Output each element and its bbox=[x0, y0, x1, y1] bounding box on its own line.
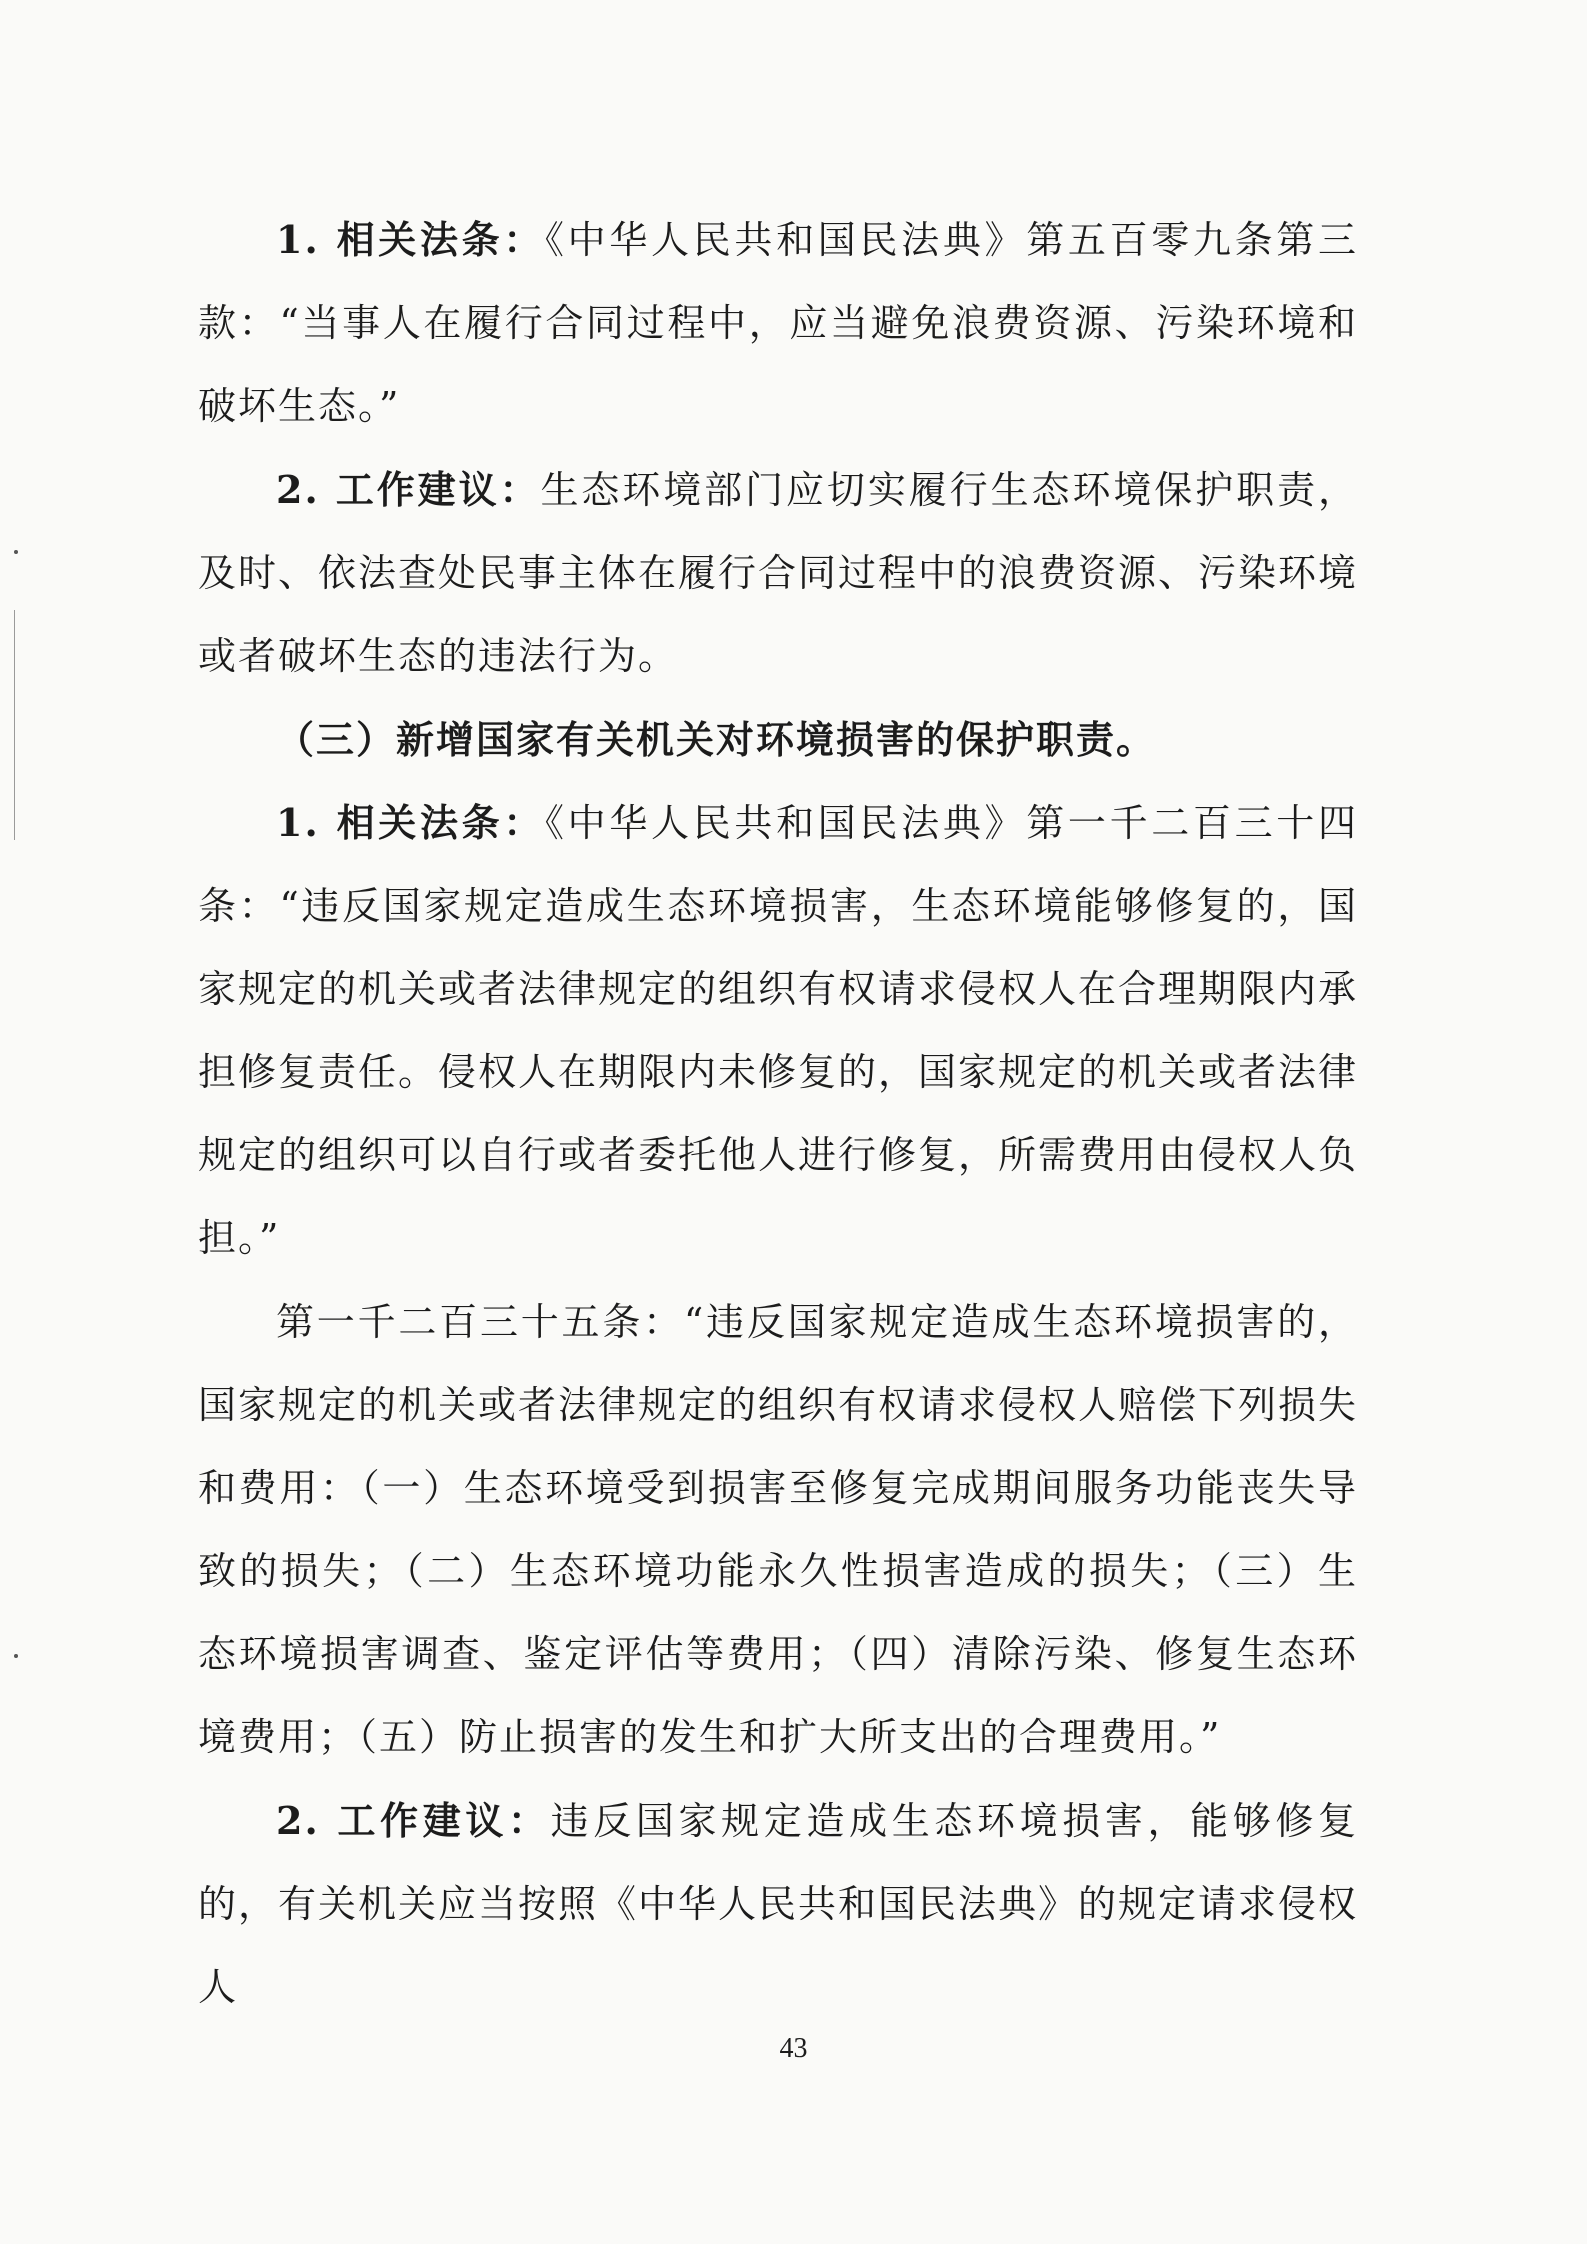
paragraph-text: 第一千二百三十五条：“违反国家规定造成生态环境损害的，国家规定的机关或者法律规定的组织有权请求侵权人赔偿下列损失和费用：（一）生态环境受到损害至修复完成期间服务功能丧失导致的损失；（二）生态环境功能永久性损害造成的损失；（三）生态环境损害调查、鉴定评估等费用；（四）清除污染、修复生态环境费用；（五）防止损害的发生和扩大所支出的合理费用。” bbox=[198, 1300, 1359, 1759]
scan-edge-line bbox=[14, 610, 15, 840]
paragraph-label: 1. 相关法条： bbox=[276, 800, 545, 845]
paragraph-related-law-1 bbox=[198, 198, 1358, 448]
paragraph-article-1235 bbox=[198, 1280, 1358, 1779]
paragraph-text: 违反国家规定造成生态环境损害，能够修复的，有关机关应当按照《中华人民共和国民法典》的规定请求侵权人 bbox=[198, 1799, 1359, 2009]
scan-speck bbox=[14, 1654, 18, 1658]
paragraph-related-law-2 bbox=[198, 781, 1358, 1280]
paragraph-text: 生态环境部门应切实履行生态环境保护职责，及时、依法查处民事主体在履行合同过程中的浪费资源、污染环境或者破坏生态的违法行为。 bbox=[198, 468, 1359, 678]
paragraph-label: 1. 相关法条： bbox=[276, 217, 545, 262]
paragraph-text: 《中华人民共和国民法典》第一千二百三十四条：“违反国家规定造成生态环境损害，生态环境能够修复的，国家规定的机关或者法律规定的组织有权请求侵权人在合理期限内承担修复责任。侵权人在期限内未修复的，国家规定的机关或者法律规定的组织可以自行或者委托他人进行修复，所需费用由侵权人负担。” bbox=[198, 801, 1359, 1260]
scan-speck bbox=[14, 550, 18, 554]
paragraph-label: 2. 工作建议： bbox=[276, 467, 541, 512]
paragraph-work-suggestion-1 bbox=[198, 448, 1358, 698]
paragraph-label: 2. 工作建议： bbox=[276, 1798, 551, 1843]
paragraph-work-suggestion-2 bbox=[198, 1779, 1358, 2029]
document-body bbox=[198, 198, 1358, 2029]
paragraph-text: 《中华人民共和国民法典》第五百零九条第三款：“当事人在履行合同过程中，应当避免浪费资源、污染环境和破坏生态。” bbox=[198, 218, 1358, 428]
section-heading: （三）新增国家有关机关对环境损害的保护职责。 bbox=[276, 717, 1157, 762]
page-number: 43 bbox=[779, 2033, 808, 2064]
